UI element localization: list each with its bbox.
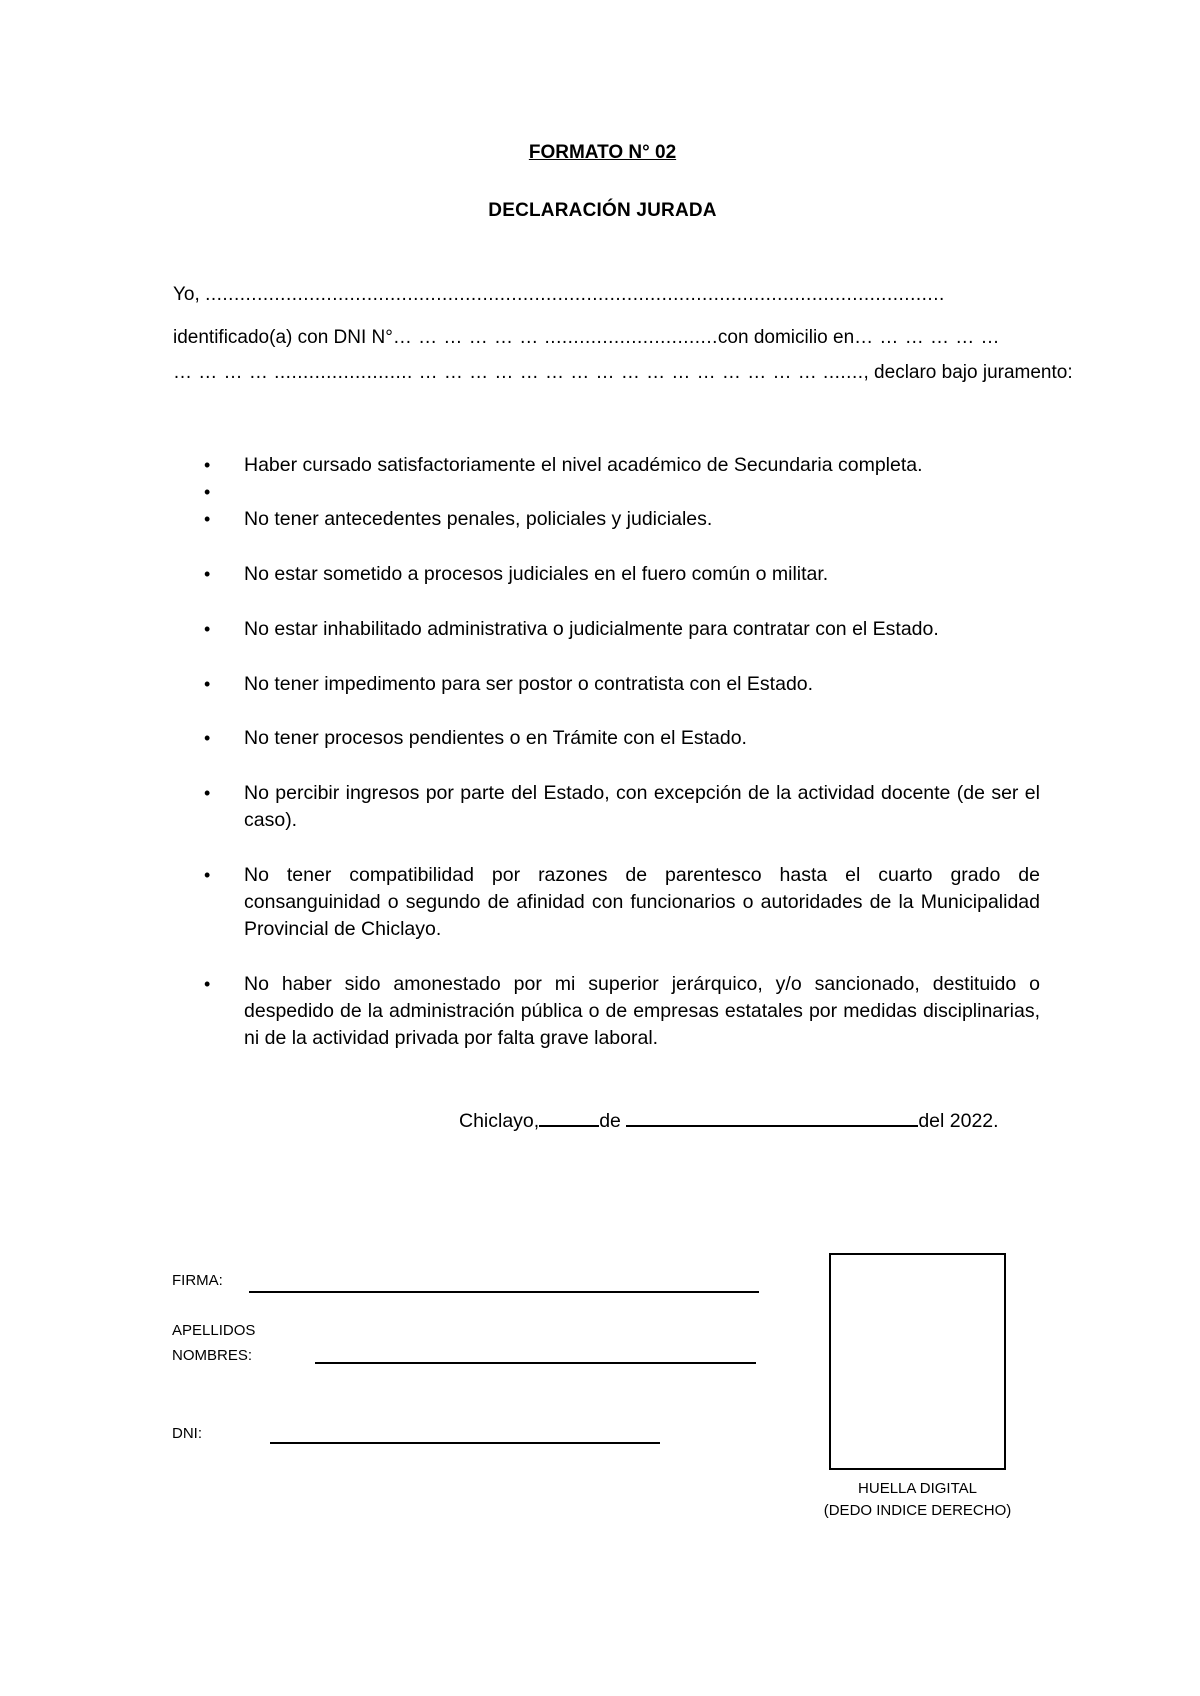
firma-line[interactable] [249, 1291, 759, 1293]
nombres-label: NOMBRES: [172, 1347, 253, 1364]
bullet-icon: • [204, 509, 211, 529]
nombres-line[interactable] [315, 1362, 756, 1364]
declaration-text: No percibir ingresos por parte del Estado, con excepción de la actividad docente (de ser el caso). [244, 782, 1040, 831]
declaration-text: No tener procesos pendientes o en Trámite con el Estado. [244, 727, 747, 749]
name-fill-dots: ................................................................................................................................ [205, 284, 945, 305]
declaration-text: No estar inhabilitado administrativa o judicialmente para contratar con el Estado. [244, 618, 939, 640]
dni-label: identificado(a) con DNI N° [173, 327, 393, 348]
bullet-icon: • [204, 564, 211, 584]
fingerprint-label: HUELLA DIGITAL [858, 1480, 977, 1497]
bullet-icon: • [204, 482, 211, 502]
declaration-text: No tener impedimento para ser postor o contratista con el Estado. [244, 673, 814, 695]
declaration-text: No tener compatibilidad por razones de parentesco hasta el cuarto grado de consanguinidad o segundo de afinidad con funcionarios o autoridades de la Municipalidad Provincial de Chiclayo. [244, 864, 1040, 940]
date-de: de [599, 1110, 621, 1132]
intro-line-dni [173, 327, 1000, 349]
bullet-icon: • [204, 728, 211, 748]
intro-line-domicilio [173, 362, 1073, 384]
declaro-text: , declaro bajo juramento: [863, 362, 1073, 383]
bullet-icon: • [204, 974, 211, 994]
dni-fill-dots: … … … … … … .............................. [392, 327, 718, 348]
fingerprint-box [829, 1253, 1006, 1470]
dni-line[interactable] [270, 1442, 660, 1444]
format-title: FORMATO N° 02 [528, 142, 677, 163]
dni-sign-label: DNI: [172, 1425, 202, 1442]
document-title: DECLARACIÓN JURADA [488, 200, 717, 221]
bullet-icon: • [204, 865, 211, 885]
intro-yo-label: Yo, [173, 284, 200, 305]
bullet-icon: • [204, 674, 211, 694]
date-line [459, 1107, 999, 1133]
domicilio-label: con domicilio en [717, 327, 855, 348]
declaration-text: No tener antecedentes penales, policiales y judiciales. [244, 508, 713, 530]
domicilio-fill-dots: … … … … … … [854, 327, 1001, 348]
fingerprint-sublabel: (DEDO INDICE DERECHO) [823, 1502, 1012, 1519]
address-fill-dots: … … … … ........................ … … … … … … … … … … … … … … … … ....... [173, 362, 864, 383]
firma-label: FIRMA: [172, 1272, 223, 1289]
month-blank[interactable] [626, 1107, 918, 1127]
apellidos-label: APELLIDOS [172, 1322, 256, 1339]
declaration-text: No haber sido amonestado por mi superior jerárquico, y/o sancionado, destituido o despedido de la administración pública o de empresas estatales por medidas disciplinarias, ni de la actividad privada por falta grave laboral. [244, 973, 1040, 1049]
date-year: del 2022. [918, 1110, 999, 1132]
day-blank[interactable] [539, 1107, 599, 1127]
declaration-text: No estar sometido a procesos judiciales en el fuero común o militar. [244, 563, 829, 585]
declaration-text: Haber cursado satisfactoriamente el nivel académico de Secundaria completa. [244, 454, 923, 476]
bullet-icon: • [204, 783, 211, 803]
bullet-icon: • [204, 619, 211, 639]
intro-line-name [173, 284, 945, 306]
date-city: Chiclayo, [459, 1110, 540, 1132]
bullet-icon: • [204, 455, 211, 475]
